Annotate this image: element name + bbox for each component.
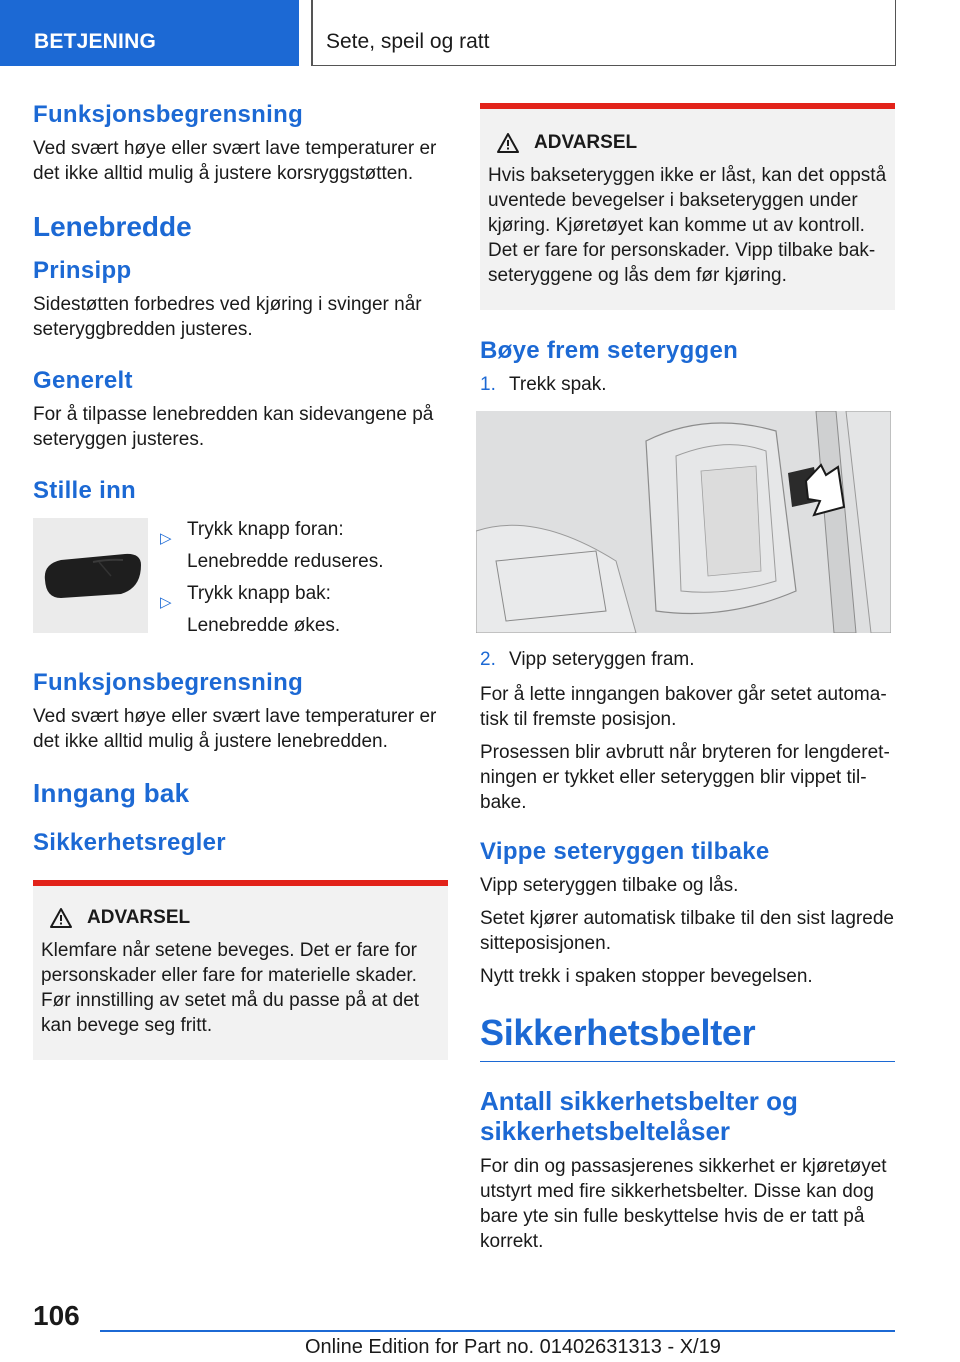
side-bolster-button-icon [33,518,148,633]
heading-generelt: Generelt [33,367,133,394]
heading-funksjonsbegrensning-2: Funksjonsbegrensning [33,669,304,696]
step-2 [480,647,895,672]
list-item-continuation: Lenebredde økes. [187,615,341,636]
warning-box [480,103,895,310]
seat-lever-image [476,411,891,633]
heading-vippe-seteryggen: Vippe seteryggen tilbake [480,838,770,865]
heading-funksjonsbegrensning: Funksjonsbegrensning [33,101,304,128]
paragraph: For din og passasjerenes sikkerhet er kjøretøyet utstyrt med fire sikkerhetsbelter. Disse kan dog bare yte sin fulle beskyttelse hvis de er tatt på korrekt. [480,1156,887,1252]
paragraph: Ved svært høye eller svært lave temperaturer er det ikke alltid mulig å justere korsryggstøtten. [33,138,437,184]
heading-sikkerhetsbelter: Sikkerhetsbelter [480,1011,895,1062]
step-text: Vipp seteryggen fram. [509,649,695,670]
paragraph: Nytt trekk i spaken stopper bevegelsen. [480,966,813,987]
warning-text: Hvis bakseteryggen ikke er låst, kan det oppstå uventede bevegelser i bakseteryggen under kjøring. Kjøretøyet kan komme ut av kontroll. Det er fare for personskader. Vipp tilbake bakseteryggene og lås dem før kjøring. [488,165,887,286]
paragraph: Vipp seteryggen tilbake og lås. [480,875,739,896]
paragraph: For å lette inngangen bakover går setet automatisk til fremste posisjon. [480,684,887,730]
heading-stille-inn: Stille inn [33,477,137,504]
heading-lenebredde: Lenebredde [33,211,192,242]
warning-triangle-icon [496,132,520,154]
chapter-title: Sete, speil og ratt [326,30,490,53]
left-column [33,100,448,1060]
paragraph: Setet kjører automatisk tilbake til den sist lagrede sitteposisjonen. [480,908,894,954]
footer-divider [100,1330,895,1332]
step-1 [480,372,895,397]
warning-title-row [41,906,440,930]
list-item: ▷ Trykk knapp foran: [160,514,383,546]
warning-triangle-icon [49,907,73,929]
paragraph: Prosessen blir avbrutt når bryteren for lengderetningen er tykket eller seteryggen blir vippet tilbake. [480,742,890,813]
step-number: 1. [480,374,496,395]
width-button-image [33,518,148,633]
warning-text: Klemfare når setene beveges. Det er fare for personskader eller fare for materielle skader. Før innstilling av setet må du passe på at det kan bevege seg fritt. [41,940,420,1036]
chapter-header [311,0,896,66]
section-title: BETJENING [34,30,156,53]
list-item-continuation: Lenebredde reduseres. [187,551,384,572]
rear-seat-lever-icon [476,411,891,633]
right-column [480,100,895,1266]
step-text: Trekk spak. [509,374,607,395]
warning-title: ADVARSEL [87,907,191,928]
triangle-bullet-icon: ▷ [160,530,172,547]
edition-text: Online Edition for Part no. 01402631313 - X/19 [305,1336,721,1358]
warning-box [33,880,448,1060]
triangle-bullet-icon: ▷ [160,594,172,611]
paragraph: Sidestøtten forbedres ved kjøring i svinger når seteryggbredden justeres. [33,294,422,340]
list-item: ▷ Trykk knapp bak: [160,578,383,610]
page-number: 106 [33,1300,80,1331]
step-number: 2. [480,649,496,670]
heading-sikkerhetsregler: Sikkerhetsregler [33,829,226,856]
heading-boye-frem: Bøye frem seteryggen [480,337,739,364]
warning-title: ADVARSEL [534,132,638,153]
heading-prinsipp: Prinsipp [33,257,132,284]
heading-antall-sikkerhetsbelter: Antall sikkerhetsbelter og sikkerhetsbeltelåser [480,1086,798,1146]
heading-inngang-bak: Inngang bak [33,778,190,808]
adjust-row [33,518,448,642]
paragraph: For å tilpasse lenebredden kan sidevangene på seteryggen justeres. [33,404,434,450]
bullet-list [160,514,383,642]
section-tab [0,0,299,66]
paragraph: Ved svært høye eller svært lave temperaturer er det ikke alltid mulig å justere lenebredden. [33,706,437,752]
warning-title-row [488,131,887,155]
